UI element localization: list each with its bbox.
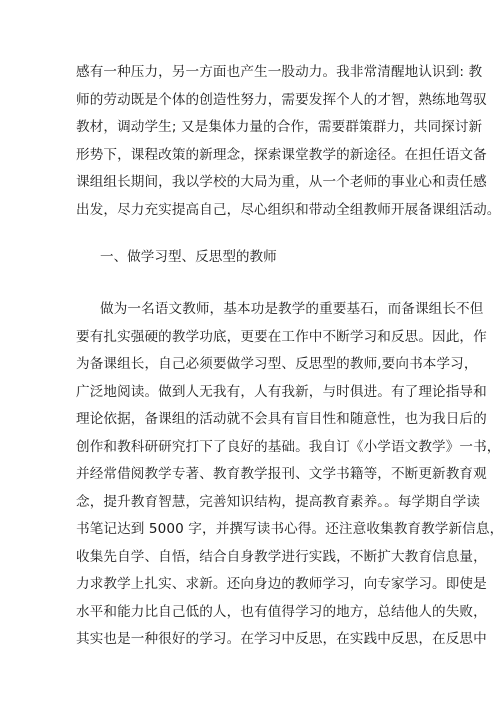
paragraph-line: 做为一名语文教师，基本功是教学的重要基石，而备课组长不但 <box>100 301 484 317</box>
paragraph-line: 课组组长期间，我以学校的大局为重，从一个老师的事业心和责任感 <box>76 174 487 190</box>
paragraph-line: 力求教学上扎实、求新。还向身边的教师学习，向专家学习。即使是 <box>76 576 487 592</box>
paragraph-line: 书笔记达到 5000 字，并撰写读书心得。还注意收集教育教学新信息， <box>76 521 503 537</box>
paragraph-line: 要有扎实强硬的教学功底，更要在工作中不断学习和反思。因此，作 <box>76 328 487 345</box>
paragraph-line: 念，提升教育智慧，完善知识结构，提高教育素养。。每学期自学读 <box>76 493 481 510</box>
paragraph-line: 教材，调动学生; 又是集体力量的合作，需要群策群力，共同探讨新 <box>76 119 483 135</box>
section-heading: 一、做学习型、反思型的教师 <box>100 249 277 265</box>
paragraph-line: 出发，尽力充实提高自己，尽心组织和带动全组教师开展备课组活动。 <box>76 201 501 218</box>
paragraph-line: 形势下，课程改策的新理念，探索课堂教学的新途径。在担任语文备 <box>76 146 487 163</box>
paragraph-intro <box>76 59 501 224</box>
paragraph-line: 为备课组长，自己必须要做学习型、反思型的教师,要向书本学习， <box>76 356 478 372</box>
paragraph-learning <box>76 296 503 654</box>
paragraph-line: 创作和教科研研究打下了良好的基础。我自订《小学语文教学》一书， <box>76 438 501 455</box>
paragraph-line: 其实也是一种很好的学习。在学习中反思，在实践中反思，在反思中 <box>76 631 487 647</box>
paragraph-line: 感有一种压力，另一方面也产生一股动力。我非常清醒地认识到: 教 <box>76 64 483 80</box>
paragraph-line: 收集先自学、自悟，结合自身教学进行实践，不断扩大教育信息量， <box>76 548 487 565</box>
paragraph-line: 并经常借阅教学专著、教育教学报刊、文学书籍等，不断更新教育观 <box>76 466 487 482</box>
paragraph-line: 广泛地阅读。做到人无我有，人有我新，与时俱进。有了理论指导和 <box>76 383 487 400</box>
paragraph-line: 师的劳动既是个体的创造性努力，需要发挥个人的才智，熟练地驾驭 <box>76 91 487 108</box>
paragraph-line: 水平和能力比自己低的人，也有值得学习的地方，总结他人的失败， <box>76 603 487 620</box>
paragraph-line: 理论依据，备课组的活动就不会具有盲目性和随意性，也为我日后的 <box>76 411 487 427</box>
